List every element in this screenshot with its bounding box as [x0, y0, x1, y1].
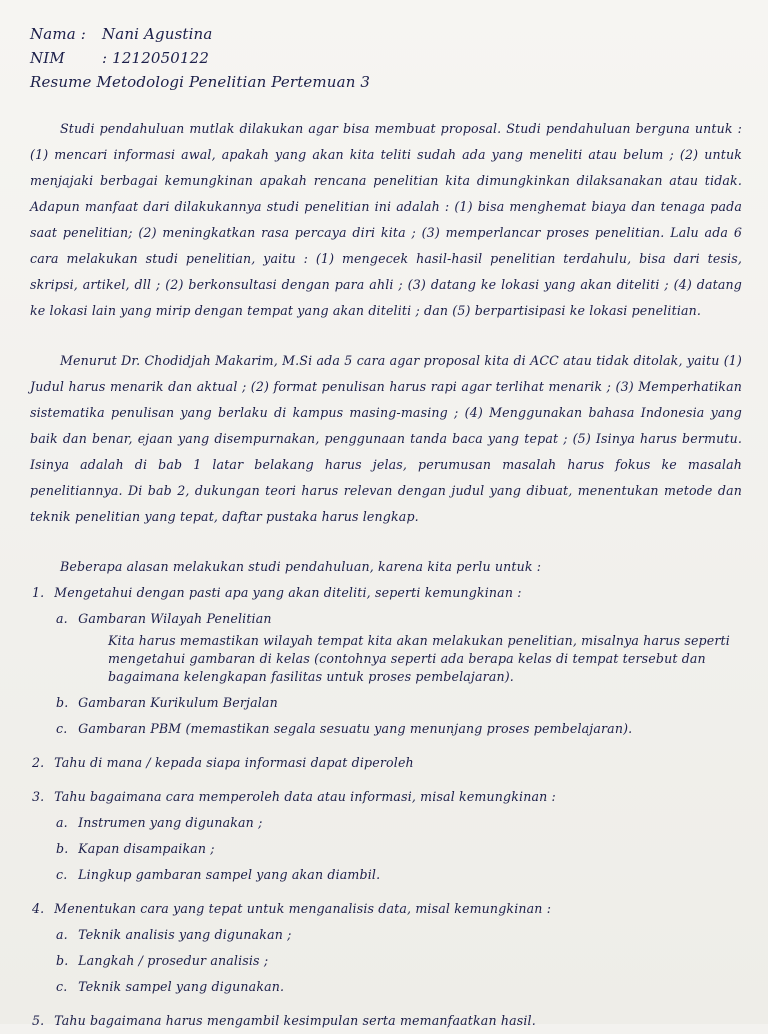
list-item	[30, 896, 742, 1006]
sub-item	[30, 948, 742, 974]
sub-item-note: Kita harus memastikan wilayah tempat kita akan melakukan penelitian, misalnya harus seperti mengetahui gambaran di kelas (contohnya seperti ada berapa kelas di tempat tersebut dan bagaimana kelengkapan fasilitas untuk proses pembelajaran).	[108, 633, 730, 684]
sub-item-text: Lingkup gambaran sampel yang akan diambil.	[78, 867, 381, 882]
sub-item-letter: a.	[56, 927, 68, 942]
list-text: Tahu di mana / kepada siapa informasi dapat diperoleh	[54, 755, 414, 770]
sub-item	[30, 810, 742, 836]
sub-item-text: Kapan disampaikan ;	[78, 841, 215, 856]
nim-row	[30, 46, 742, 70]
sub-item-letter: c.	[56, 867, 68, 882]
sub-item-text: Gambaran Wilayah Penelitian	[78, 611, 272, 626]
sub-item	[30, 922, 742, 948]
sub-item-text: Langkah / prosedur analisis ;	[78, 953, 269, 968]
sub-item	[30, 836, 742, 862]
sub-item-letter: a.	[56, 815, 68, 830]
list-text: Mengetahui dengan pasti apa yang akan diteliti, seperti kemungkinan :	[54, 585, 522, 600]
reasons-list	[30, 580, 742, 1034]
list-number: 2.	[32, 755, 45, 770]
sub-item-letter: a.	[56, 611, 68, 626]
document-title: Resume Metodologi Penelitian Pertemuan 3	[30, 73, 371, 91]
list-spacer	[30, 776, 742, 782]
list-item	[30, 784, 742, 894]
sub-item-letter: b.	[56, 695, 69, 710]
list-item	[30, 750, 742, 782]
sub-item-letter: c.	[56, 721, 68, 736]
list-text: Tahu bagaimana cara memperoleh data atau informasi, misal kemungkinan :	[54, 789, 556, 804]
list-item-text	[30, 784, 742, 810]
list-item-text	[30, 1008, 742, 1034]
name-row	[30, 22, 742, 46]
list-item-text	[30, 896, 742, 922]
list-item	[30, 1008, 742, 1034]
list-text: Tahu bagaimana harus mengambil kesimpulan serta memanfaatkan hasil.	[54, 1013, 536, 1028]
list-number: 5.	[32, 1013, 45, 1028]
list-spacer	[30, 1000, 742, 1006]
name-label: Nama :	[30, 25, 86, 43]
list-text: Menentukan cara yang tepat untuk menganalisis data, misal kemungkinan :	[54, 901, 552, 916]
header	[30, 22, 742, 94]
list-item-text	[30, 580, 742, 606]
sub-item	[30, 606, 742, 632]
list-number: 4.	[32, 901, 45, 916]
list-intro: Beberapa alasan melakukan studi pendahuluan, karena kita perlu untuk :	[60, 559, 542, 574]
name-value: Nani Agustina	[102, 25, 213, 43]
nim-value: : 1212050122	[102, 49, 210, 67]
list-number: 1.	[32, 585, 45, 600]
sub-item-text: Gambaran Kurikulum Berjalan	[78, 695, 278, 710]
sub-item-letter: b.	[56, 841, 69, 856]
sub-item	[30, 690, 742, 716]
paragraph-cara-proposal-acc: Menurut Dr. Chodidjah Makarim, M.Si ada 5 cara agar proposal kita di ACC atau tidak ditolak, yaitu (1) Judul harus menarik dan aktual ; (2) format penulisan harus rapi agar terlihat menarik ; (3) Memperhatikan sistematika penulisan yang berlaku di kampus masing-masing ; (4) Menggunakan bahasa Indonesia yang baik dan benar, ejaan yang disempurnakan, penggunaan tanda baca yang tepat ; (5) Isinya harus bermutu. Isinya adalah di bab 1 latar belakang harus jelas, perumusan masalah harus fokus ke masalah penelitiannya. Di bab 2, dukungan teori harus relevan dengan judul yang dibuat, menentukan metode dan teknik penelitian yang tepat, daftar pustaka harus lengkap.	[30, 353, 742, 524]
sub-item-text: Gambaran PBM (memastikan segala sesuatu yang menunjang proses pembelajaran).	[78, 721, 633, 736]
sub-item	[30, 862, 742, 888]
list-spacer	[30, 742, 742, 748]
sub-item-letter: c.	[56, 979, 68, 994]
list-number: 3.	[32, 789, 45, 804]
sub-item-text: Teknik analisis yang digunakan ;	[78, 927, 292, 942]
list-item-text	[30, 750, 742, 776]
list-spacer	[30, 888, 742, 894]
sub-item	[30, 716, 742, 742]
sub-item-text: Instrumen yang digunakan ;	[78, 815, 263, 830]
sub-item	[30, 974, 742, 1000]
list-item	[30, 580, 742, 748]
sub-item-text: Teknik sampel yang digunakan.	[78, 979, 285, 994]
paragraph-studi-pendahuluan: Studi pendahuluan mutlak dilakukan agar bisa membuat proposal. Studi pendahuluan berguna untuk : (1) mencari informasi awal, apakah yang akan kita teliti sudah ada yang meneliti atau belum ; (2) untuk menjajaki berbagai kemungkinan apakah rencana penelitian kita dimungkinkan dilaksanakan atau tidak. Adapun manfaat dari dilakukannya studi penelitian ini adalah : (1) bisa menghemat biaya dan tenaga pada saat penelitian; (2) meningkatkan rasa percaya diri kita ; (3) memperlancar proses penelitian. Lalu ada 6 cara melakukan studi penelitian, yaitu : (1) mengecek hasil-hasil penelitian terdahulu, bisa dari tesis, skripsi, artikel, dll ; (2) berkonsultasi dengan para ahli ; (3) datang ke lokasi yang akan diteliti ; (4) datang ke lokasi lain yang mirip dengan tempat yang akan diteliti ; dan (5) berpartisipasi ke lokasi penelitian.	[30, 121, 742, 318]
nim-label: NIM	[30, 49, 65, 67]
sub-item-letter: b.	[56, 953, 69, 968]
